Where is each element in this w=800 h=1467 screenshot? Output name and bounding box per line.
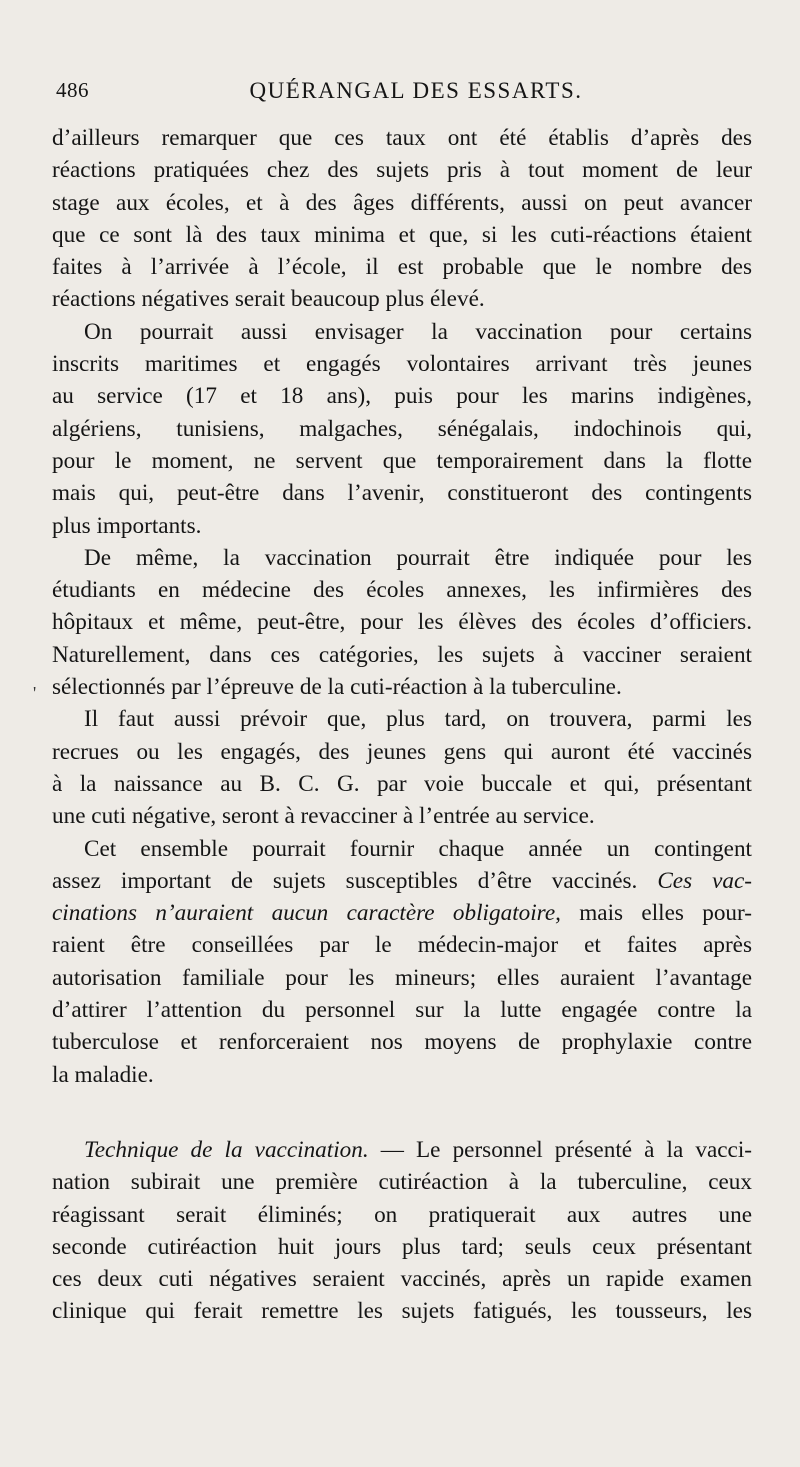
text-line: pour le moment, ne servent que temporairement dans la flotte <box>52 447 752 474</box>
section-gap <box>52 1091 752 1134</box>
text-line: nation subirait une première cutiréaction à la tuberculine, ceux <box>52 1169 752 1196</box>
text-line: clinique qui ferait remettre les sujets fatigués, les tousseurs, les <box>52 1298 752 1325</box>
paragraph <box>52 1134 752 1328</box>
text-line: d’ailleurs remarquer que ces taux ont été établis d’après des <box>52 125 752 151</box>
text-line: au service (17 et 18 ans), puis pour les marins indigènes, <box>52 383 752 410</box>
paragraph <box>52 316 752 542</box>
text-run: assez important de sujets susceptibles d’être vaccinés. <box>52 867 658 894</box>
text-line: recrues ou les engagés, des jeunes gens qui auront été vaccinés <box>52 738 752 765</box>
text-line: sélectionnés par l’épreuve de la cuti-réaction à la tuberculine. <box>52 674 622 701</box>
text-line: étudiants en médecine des écoles annexes, les infirmières des <box>52 577 752 604</box>
text-line: Cet ensemble pourrait fournir chaque année un contingent <box>84 835 752 862</box>
text-line: une cuti négative, seront à revacciner à l’entrée au service. <box>52 803 595 830</box>
text-line: à la naissance au B. C. G. par voie buccale et qui, présentant <box>52 770 752 797</box>
text-line: mais qui, peut-être dans l’avenir, constitueront des contingents <box>52 480 752 507</box>
text-line <box>52 1134 752 1166</box>
text-line: Naturellement, dans ces catégories, les sujets à vacciner seraient <box>52 641 752 668</box>
text-line: stage aux écoles, et à des âges différents, aussi on peut avancer <box>52 189 752 216</box>
page-number: 486 <box>56 78 89 102</box>
text-line: raient être conseillées par le médecin-major et faites après <box>52 932 752 959</box>
body-text <box>52 122 752 1328</box>
paragraph <box>52 833 752 1091</box>
text-line: inscrits maritimes et engagés volontaires arrivant très jeunes <box>52 351 752 378</box>
text-line <box>52 865 752 897</box>
text-line: Il faut aussi prévoir que, plus tard, on trouvera, parmi les <box>84 706 752 733</box>
text-line: De même, la vaccination pourrait être indiquée pour les <box>84 544 752 571</box>
text-line: la maladie. <box>52 1061 154 1088</box>
text-line: seconde cutiréaction huit jours plus tard; seuls ceux présentant <box>52 1233 752 1260</box>
text-line: algériens, tunisiens, malgaches, sénégalais, indochinois qui, <box>52 415 752 442</box>
text-line: faites à l’arrivée à l’école, il est probable que le nombre des <box>52 254 752 281</box>
text-line: réactions pratiquées chez des sujets pris à tout moment de leur <box>52 157 752 184</box>
text-line: réagissant serait éliminés; on pratiquerait aux autres une <box>52 1201 752 1228</box>
text-run: — Le personnel présenté à la vacci- <box>368 1136 752 1163</box>
running-head: QUÉRANGAL DES ESSARTS. <box>249 78 583 103</box>
italic-run: cinations n’auraient aucun caractère obligatoire, <box>52 900 561 927</box>
text-line: d’attirer l’attention du personnel sur la lutte engagée contre la <box>52 997 752 1024</box>
text-line: que ce sont là des taux minima et que, si les cuti-réactions étaient <box>52 221 752 248</box>
paragraph-group <box>52 122 752 833</box>
text-line: tuberculose et renforceraient nos moyens de prophylaxie contre <box>52 1029 752 1056</box>
page-header <box>52 78 752 118</box>
text-line: réactions négatives serait beaucoup plus élevé. <box>52 286 485 313</box>
paragraph <box>52 542 752 703</box>
margin-mark: ' <box>33 683 37 703</box>
text-line: hôpitaux et même, peut-être, pour les élèves des écoles d’officiers. <box>52 609 752 636</box>
text-line: autorisation familiale pour les mineurs; elles auraient l’avantage <box>52 964 752 991</box>
paragraph <box>52 703 752 832</box>
paragraph <box>52 122 752 316</box>
text-line <box>52 897 752 929</box>
text-line: ces deux cuti négatives seraient vaccinés, après un rapide examen <box>52 1266 752 1293</box>
text-line: plus importants. <box>52 512 202 539</box>
text-line: On pourrait aussi envisager la vaccination pour certains <box>84 318 752 345</box>
text-run: mais elles pour- <box>560 900 752 927</box>
section-heading: Technique de la vaccination. <box>84 1136 369 1163</box>
italic-run: Ces vac- <box>657 867 752 894</box>
